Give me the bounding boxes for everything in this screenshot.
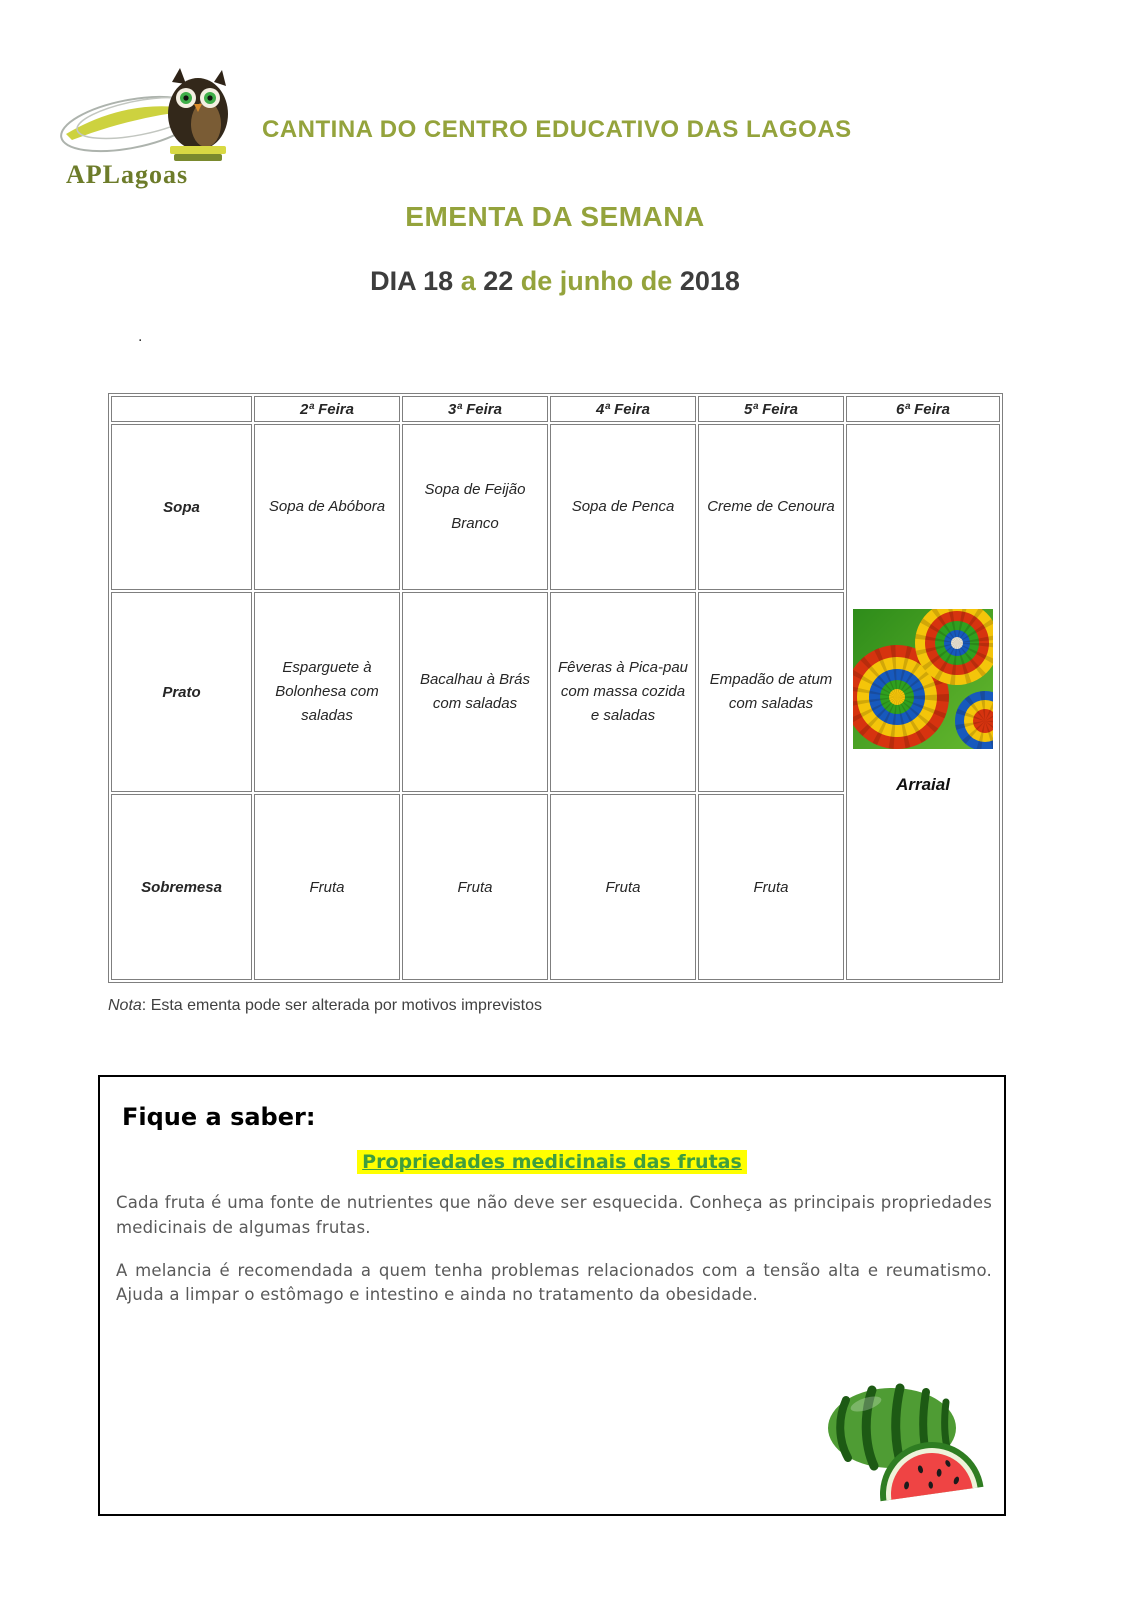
stray-dot: . [138, 328, 143, 345]
sopa-4a-feira: Sopa de Penca [550, 424, 696, 590]
table-note [108, 997, 542, 1015]
sobremesa-2a-feira: Fruta [254, 794, 400, 980]
header-empty-cell [111, 396, 252, 422]
row-label-sobremesa: Sobremesa [111, 794, 252, 980]
row-sopa [111, 424, 1000, 590]
prato-2a-feira: Esparguete à Bolonhesa com saladas [254, 592, 400, 792]
page-title: CANTINA DO CENTRO EDUCATIVO DAS LAGOAS [262, 116, 852, 143]
prato-3a-feira: Bacalhau à Brás com saladas [402, 592, 548, 792]
header-2a-feira: 2ª Feira [254, 396, 400, 422]
sopa-3a-feira: Sopa de Feijão Branco [402, 424, 548, 590]
sopa-5a-feira: Creme de Cenoura [698, 424, 844, 590]
owl-logo-icon [58, 66, 248, 161]
date-end-day: 22 [483, 266, 514, 296]
header-4a-feira: 4ª Feira [550, 396, 696, 422]
watermelon-image [820, 1376, 990, 1508]
date-year: 2018 [679, 266, 740, 296]
prato-5a-feira: Empadão de atum com saladas [698, 592, 844, 792]
prato-4a-feira: Fêveras à Pica-pau com massa cozida e saladas [550, 592, 696, 792]
row-label-prato: Prato [111, 592, 252, 792]
watermelon-icon [820, 1376, 990, 1508]
info-box-heading: Fique a saber: [122, 1103, 316, 1131]
info-paragraph-1: Cada fruta é uma fonte de nutrientes que não deve ser esquecida. Conheça as principais propriedades medicinais de algumas frutas. [116, 1193, 992, 1237]
aplagoas-logo [58, 66, 248, 190]
sobremesa-3a-feira: Fruta [402, 794, 548, 980]
sobremesa-4a-feira: Fruta [550, 794, 696, 980]
sopa-2a-feira: Sopa de Abóbora [254, 424, 400, 590]
date-start-day: 18 [423, 266, 454, 296]
highlighted-title: Propriedades medicinais das frutas [357, 1150, 747, 1174]
weekly-menu-table [108, 393, 1003, 983]
row-label-sopa: Sopa [111, 424, 252, 590]
note-prefix: Nota [108, 997, 142, 1014]
page-subtitle: EMENTA DA SEMANA [405, 201, 705, 232]
highlight-line [100, 1151, 1004, 1173]
info-box [98, 1075, 1006, 1516]
sobremesa-5a-feira: Fruta [698, 794, 844, 980]
date-connector: a [460, 266, 476, 296]
note-text: : Esta ementa pode ser alterada por motivos imprevistos [141, 997, 542, 1014]
header-6a-feira: 6ª Feira [846, 396, 1000, 422]
arraial-label: Arraial [896, 775, 950, 794]
table-header-row [111, 396, 1000, 422]
header-3a-feira: 3ª Feira [402, 396, 548, 422]
header-5a-feira: 5ª Feira [698, 396, 844, 422]
logo-text: APLagoas [66, 160, 189, 189]
paper-fans-icon [853, 609, 993, 749]
date-middle: de junho de [520, 266, 673, 296]
festa-junina-fans-image [853, 609, 993, 749]
info-paragraph-2: A melancia é recomendada a quem tenha problemas relacionados com a tensão alta e reumatismo. Ajuda a limpar o estômago e intestino e ainda no tratamento da obesidade. [116, 1260, 992, 1305]
date-prefix: DIA [370, 266, 416, 296]
friday-arraial-cell [846, 424, 1000, 980]
date-line [0, 266, 1110, 297]
